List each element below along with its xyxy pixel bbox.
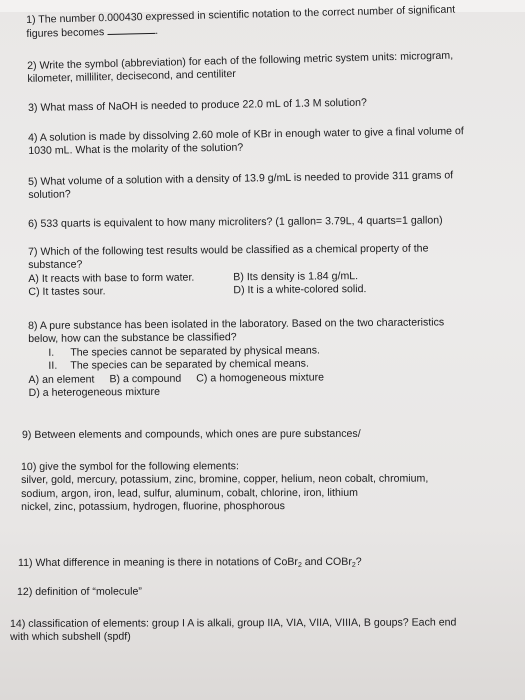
question-11: 11) What difference in meaning is there in notations of CoBr$_2$ and COBr$_2$? [18, 555, 362, 570]
question-4: 4) A solution is made by dissolving 2.60 mole of KBr in enough water to give a final volume of 1030 mL. What is the molarity of the solution? [28, 125, 464, 158]
question-7-options [28, 269, 483, 300]
question-5: 5) What volume of a solution with a density of 13.9 g/mL is needed to provide 311 grams of solution? [28, 169, 454, 202]
question-14: 14) classification of elements: group I A is alkali, group IIA, VIA, VIIA, VIIIA, B goups? Each end with which subshell (spdf) [10, 616, 457, 644]
question-12: 12) definition of “molecule” [17, 585, 142, 598]
option-c: C) It tastes sour. [28, 285, 106, 299]
question-8: 8) A pure substance has been isolated in the laboratory. Based on the two characteristics below, how can the substance be classified? I. The species cannot be separated by physical means. II. The species can be separated by chemical means. A) an element B) a compound C) a homogeneous mixture D) a heterogeneous mixture [28, 316, 445, 400]
option-b: B) Its density is 1.84 g/mL. [233, 269, 359, 284]
option-d: D) a heterogeneous mixture [28, 385, 161, 400]
option-a: A) an element [28, 373, 95, 386]
question-10: 10) give the symbol for the following elements: silver, gold, mercury, potassium, zinc, bromine, copper, helium, neon cobalt, chromium, sodium, argon, iron, lead, sulfur, aluminum, cobalt, chlorine, iron, lithium nickel, zinc, potassium, hydrogen, fluorine, phosphorous [21, 460, 429, 514]
question-3: 3) What mass of NaOH is needed to produce 22.0 mL of 1.3 M solution? [28, 96, 367, 114]
option-c: C) a homogeneous mixture [196, 371, 325, 385]
question-7: 7) Which of the following test results would be classified as a chemical property of the substance? A) It reacts with base to form water. B) Its density is 1.84 g/mL. C) It tastes sour. D) It is a white-colored solid. [28, 242, 483, 300]
option-d: D) It is a white-colored solid. [233, 283, 367, 297]
question-1: 1) The number 0.000430 expressed in scientific notation to the correct number of significant figures becomes . [26, 3, 456, 41]
option-b: B) a compound [109, 372, 182, 385]
question-2: 2) Write the symbol (abbreviation) for each of the following metric system units: microgram, kilometer, milliliter, decisecond, and centiliter [27, 49, 454, 86]
answer-blank [107, 24, 155, 35]
question-6: 6) 533 quarts is equivalent to how many microliters? (1 gallon= 3.79L, 4 quarts=1 gallon) [28, 214, 443, 230]
question-9: 9) Between elements and compounds, which ones are pure substances/ [22, 427, 361, 441]
option-a: A) It reacts with base to form water. [28, 271, 195, 285]
